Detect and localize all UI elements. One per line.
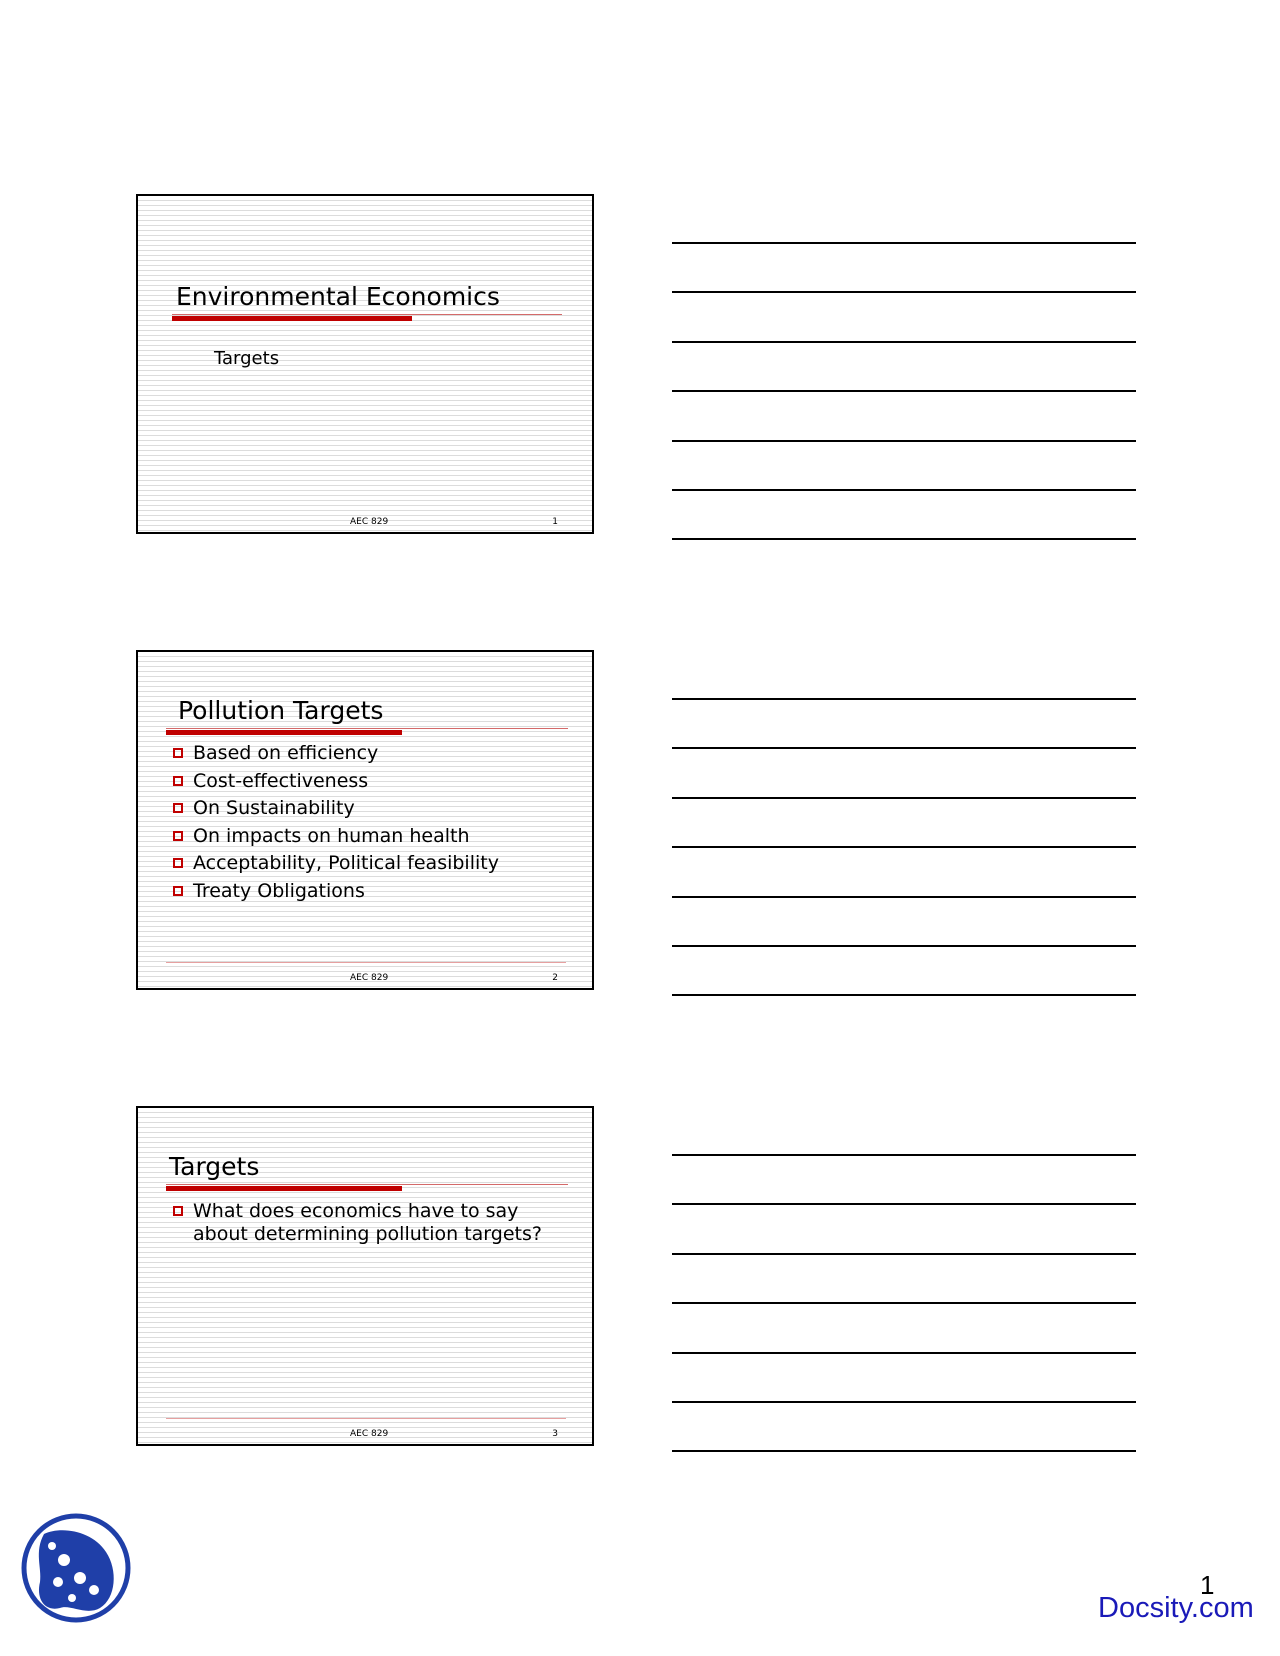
slide-subtitle: Targets xyxy=(214,348,280,369)
square-outline-icon xyxy=(173,748,183,758)
slide-title: Environmental Economics xyxy=(176,282,500,311)
slide-1 xyxy=(136,194,594,534)
slide-footer-course: AEC 829 xyxy=(350,973,389,983)
notes-line xyxy=(672,341,1136,343)
footer-rule xyxy=(166,1418,566,1419)
title-underline xyxy=(172,314,562,315)
page-number: 1 xyxy=(1200,1570,1215,1600)
square-outline-icon xyxy=(173,776,183,786)
slide-3 xyxy=(136,1106,594,1446)
slide-footer-course: AEC 829 xyxy=(350,1429,389,1439)
bullet-item: Based on efficiency xyxy=(172,740,499,768)
notes-line xyxy=(672,1203,1136,1205)
notes-line xyxy=(672,291,1136,293)
bullet-item: On impacts on human health xyxy=(172,823,499,851)
bullet-item: On Sustainability xyxy=(172,795,499,823)
notes-line xyxy=(672,846,1136,848)
notes-line xyxy=(672,390,1136,392)
bullet-item: What does economics have to say about determining pollution targets? xyxy=(172,1200,573,1246)
docsity-brand-link[interactable]: Docsity.com xyxy=(1098,1592,1254,1624)
notes-line xyxy=(672,1352,1136,1354)
notes-line xyxy=(672,242,1136,244)
title-accent-bar xyxy=(166,1186,402,1191)
notes-line xyxy=(672,489,1136,491)
square-outline-icon xyxy=(173,831,183,841)
notes-line xyxy=(672,896,1136,898)
bullet-item: Cost-effectiveness xyxy=(172,768,499,796)
bullet-item: Acceptability, Political feasibility xyxy=(172,850,499,878)
notes-line xyxy=(672,747,1136,749)
docsity-logo-icon xyxy=(20,1512,132,1624)
title-underline xyxy=(166,728,568,729)
slide-title: Pollution Targets xyxy=(178,696,384,725)
bullet-list xyxy=(172,1200,573,1246)
notes-line xyxy=(672,1302,1136,1304)
slide-footer-course: AEC 829 xyxy=(350,517,389,527)
title-accent-bar xyxy=(172,316,412,321)
square-outline-icon xyxy=(173,803,183,813)
notes-line xyxy=(672,1401,1136,1403)
square-outline-icon xyxy=(173,858,183,868)
slide-number: 2 xyxy=(552,973,558,983)
notes-line xyxy=(672,945,1136,947)
square-outline-icon xyxy=(173,886,183,896)
notes-line xyxy=(672,698,1136,700)
title-accent-bar xyxy=(166,730,402,735)
notes-line xyxy=(672,994,1136,996)
notes-line xyxy=(672,440,1136,442)
title-underline xyxy=(166,1184,568,1185)
slide-title: Targets xyxy=(169,1152,260,1181)
notes-line xyxy=(672,538,1136,540)
footer-rule xyxy=(166,962,566,963)
notes-line xyxy=(672,1450,1136,1452)
notes-line xyxy=(672,797,1136,799)
bullet-list xyxy=(172,740,499,905)
slide-2 xyxy=(136,650,594,990)
square-outline-icon xyxy=(173,1206,183,1216)
bullet-item: Treaty Obligations xyxy=(172,878,499,906)
notes-line xyxy=(672,1154,1136,1156)
slide-number: 1 xyxy=(552,517,558,527)
notes-line xyxy=(672,1253,1136,1255)
slide-number: 3 xyxy=(552,1429,558,1439)
